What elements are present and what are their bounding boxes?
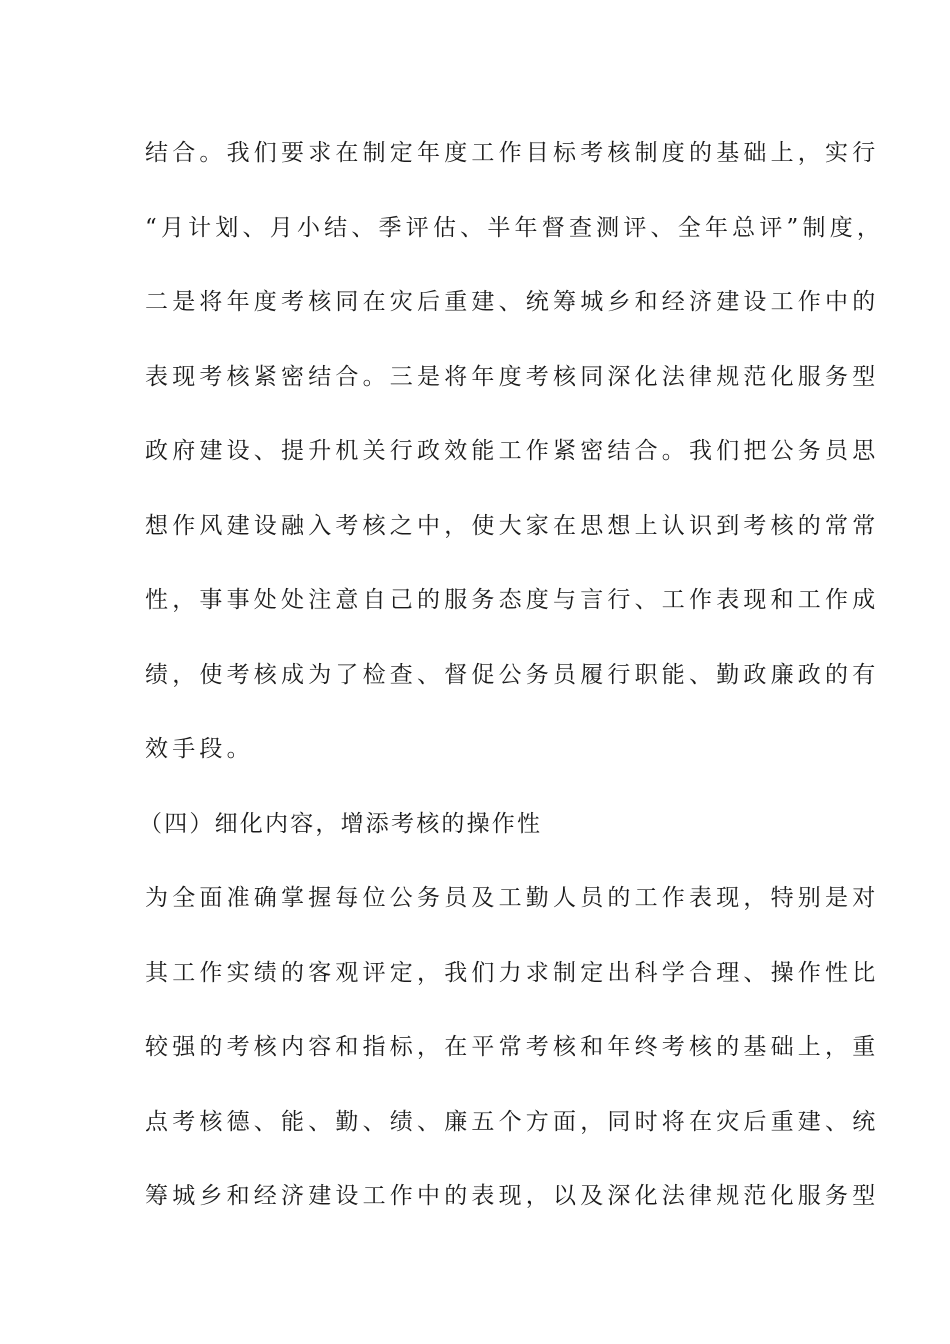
paragraph-line: 想作风建设融入考核之中，使大家在思想上认识到考核的常常 — [145, 512, 880, 539]
paragraph-line: 表现考核紧密结合。三是将年度考核同深化法律规范化服务型 — [145, 363, 880, 390]
paragraph-line: 结合。我们要求在制定年度工作目标考核制度的基础上，实行 — [145, 140, 880, 166]
paragraph-line: 点考核德、能、勤、绩、廉五个方面，同时将在灾后重建、统 — [145, 1108, 880, 1135]
section-heading: （四）细化内容，增添考核的操作性 — [139, 810, 543, 837]
paragraph-line: 绩，使考核成为了检查、督促公务员履行职能、勤政廉政的有 — [145, 661, 880, 688]
paragraph-line: 其工作实绩的客观评定，我们力求制定出科学合理、操作性比 — [145, 959, 880, 986]
paragraph-line: 筹城乡和经济建设工作中的表现，以及深化法律规范化服务型 — [145, 1183, 880, 1209]
paragraph-line: 为全面准确掌握每位公务员及工勤人员的工作表现，特别是对 — [145, 885, 880, 911]
paragraph-line: 效手段。 — [145, 736, 254, 762]
paragraph-line: “月计划、月小结、季评估、半年督查测评、全年总评”制度， — [145, 214, 885, 241]
paragraph-line: 政府建设、提升机关行政效能工作紧密结合。我们把公务员思 — [145, 438, 880, 464]
paragraph-line: 二是将年度考核同在灾后重建、统筹城乡和经济建设工作中的 — [145, 289, 880, 315]
paragraph-line: 较强的考核内容和指标，在平常考核和年终考核的基础上，重 — [145, 1034, 880, 1060]
document-body — [139, 128, 885, 1246]
paragraph-line: 性，事事处处注意自己的服务态度与言行、工作表现和工作成 — [145, 587, 880, 613]
